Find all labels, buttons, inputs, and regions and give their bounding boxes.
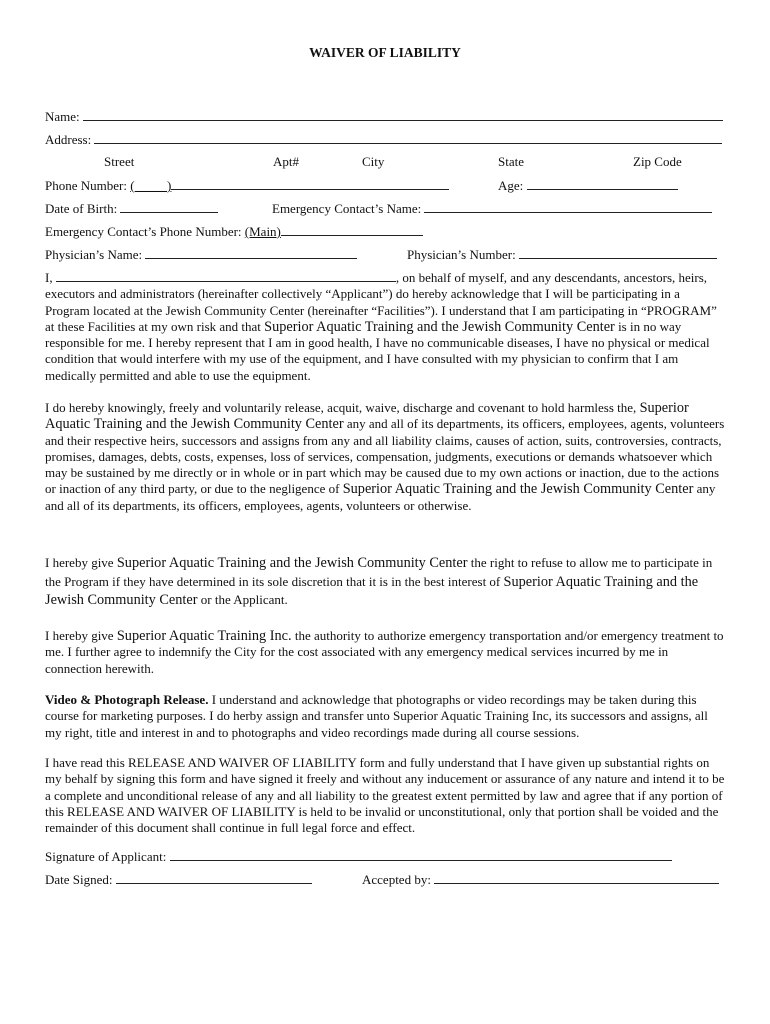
street-sublabel: Street — [104, 154, 135, 169]
paragraph-emergency — [45, 628, 727, 677]
phone-field[interactable] — [171, 177, 449, 190]
physician-name-label: Physician’s Name: — [45, 247, 143, 262]
state-sublabel: State — [498, 154, 524, 169]
emergency-phone-row — [45, 223, 423, 240]
emergency-phone-field[interactable] — [281, 223, 423, 236]
emergency-name-row — [272, 200, 712, 217]
p4-text-a: I hereby give — [45, 628, 117, 643]
signature-label: Signature of Applicant: — [45, 849, 167, 864]
name-row — [45, 108, 723, 125]
p6-text: I have read this RELEASE AND WAIVER OF LIABILITY form and fully understand that I have given up substantial rights on my behalf by signing this form and have signed it freely and without any inducement or assurance of any nature and intend it to be a complete and unconditional release of any and all liability to the greatest extent permitted by law and agree that if any portion of this RELEASE AND WAIVER OF LIABILITY is held to be invalid or unconstitutional, only that portion shall be voided and the remainder of this document shall continue in full legal force and effect. — [45, 755, 725, 836]
phone-area-code[interactable]: (_____) — [130, 178, 172, 193]
p1-org: Superior Aquatic Training and the Jewish Community Center — [264, 318, 615, 335]
emergency-name-label: Emergency Contact’s Name: — [272, 201, 422, 216]
paragraph-photo-release — [45, 692, 727, 741]
p5-text: I understand and acknowledge that photographs or video recordings may be taken during this course for marketing purposes. I do herby assign and transfer unto Superior Aquatic Training Inc, its successors and assigns, all my right, title and interest in and to photographs and video recordings made during all course sessions. — [45, 692, 708, 740]
emergency-name-field[interactable] — [424, 200, 712, 213]
age-field[interactable] — [527, 177, 678, 190]
p3-org2: Superior Aquatic Training and the Jewish Community Center — [45, 573, 699, 609]
paragraph-acknowledgment-final — [45, 755, 727, 836]
signature-row — [45, 848, 672, 865]
emergency-phone-main[interactable]: (Main) — [244, 224, 281, 239]
paragraph-refusal — [45, 554, 727, 610]
phone-row — [45, 177, 449, 194]
address-field[interactable] — [94, 131, 722, 144]
phone-label: Phone Number: — [45, 178, 127, 193]
p3-org1: Superior Aquatic Training and the Jewish Community Center — [116, 555, 468, 571]
p5-heading: Video & Photograph Release. — [45, 692, 209, 707]
dob-row — [45, 200, 218, 217]
page-title: WAIVER OF LIABILITY — [309, 45, 461, 60]
physician-name-row — [45, 246, 357, 263]
apt-sublabel: Apt# — [273, 154, 299, 169]
p2-org1: Superior Aquatic Training and the Jewish Community Center — [45, 400, 689, 433]
p1-text-a: , on behalf of myself, and any descendants, ancestors, heirs, executors and administrators (hereinafter collectively “Applicant”) do hereby acknowledge that I will be participating in a Program located at the Jewish Community Center (hereinafter “Facilities”). I understand that I am participating in “PROGRAM” at these Facilities at my own risk and that — [45, 270, 717, 334]
date-signed-label: Date Signed: — [45, 872, 113, 887]
p2-org2: Superior Aquatic Training and the Jewish Community Center — [342, 481, 694, 498]
zip-sublabel: Zip Code — [633, 154, 682, 169]
age-label: Age: — [498, 178, 524, 193]
accepted-by-label: Accepted by: — [362, 872, 431, 887]
dob-field[interactable] — [120, 200, 218, 213]
paragraph-acknowledgement — [45, 269, 727, 384]
dob-label: Date of Birth: — [45, 201, 118, 216]
date-signed-row — [45, 871, 312, 888]
physician-number-label: Physician’s Number: — [407, 247, 516, 262]
city-sublabel: City — [362, 154, 385, 169]
p1-text-b: is in no way responsible for me. I hereby represent that I am in good health, I have no communicable diseases, I have no physical or medical condition that would interfere with my use of the equipment, and I have consulted with my physician to confirm that I am medically permitted and able to use the equipment. — [45, 318, 710, 383]
physician-name-field[interactable] — [145, 246, 357, 259]
date-signed-field[interactable] — [116, 871, 312, 884]
p2-text-b: any and all of its departments, its officers, employees, agents, volunteers and their respective heirs, successors and assigns from any and all liability claims, causes of action, suits, controversies, contracts, promises, damages, debts, costs, expenses, loss of services, compensation, judgments, executions or demands whatsoever which may be sustained by me directly or in whole or in part which may be caused due to my own actions or inaction, due to the actions or inaction of any third party, or due to the negligence of — [45, 416, 725, 497]
accepted-by-row — [362, 871, 719, 888]
address-row — [45, 131, 722, 148]
p3-text-c: or the Applicant. — [197, 592, 288, 608]
p3-text-a: I hereby give — [45, 555, 117, 570]
p4-text-b: the authority to authorize emergency transportation and/or emergency treatment to me. I further agree to indemnify the City for the cost associated with any emergency medical services incurred by me in connection herewith. — [45, 628, 724, 676]
paragraph-release — [45, 400, 727, 514]
accepted-by-field[interactable] — [434, 871, 719, 884]
address-label: Address: — [45, 132, 92, 147]
p3-text-b: the right to refuse to allow me to participate in the Program if they have determined in its sole discretion that it is in the best interest of — [45, 555, 713, 589]
physician-number-field[interactable] — [519, 246, 717, 259]
name-field[interactable] — [83, 108, 723, 121]
p2-text-a: I do hereby knowingly, freely and voluntarily release, acquit, waive, discharge and covenant to hold harmless the, — [45, 400, 640, 415]
age-row — [498, 177, 678, 194]
emergency-phone-label: Emergency Contact’s Phone Number: — [45, 224, 242, 239]
applicant-name-field[interactable] — [56, 269, 396, 282]
name-label: Name: — [45, 109, 80, 124]
p4-org: Superior Aquatic Training Inc. — [116, 628, 292, 644]
p2-text-c: any and all of its departments, its officers, employees, agents, volunteers or otherwise. — [45, 481, 716, 513]
signature-field[interactable] — [170, 848, 672, 861]
physician-number-row — [407, 246, 717, 263]
p1-start: I, — [45, 270, 56, 285]
